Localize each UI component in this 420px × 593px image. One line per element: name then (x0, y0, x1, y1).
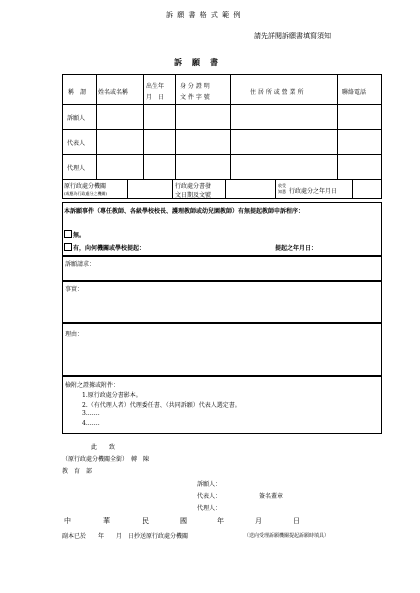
col-header-phone: 聯絡電話 (342, 89, 367, 96)
option-none-label: 無。 (73, 232, 86, 239)
received-prefix-line2: 知悉 (278, 189, 286, 194)
col-header-name: 姓名或名稱 (98, 89, 129, 96)
facts-section (62, 281, 382, 323)
col-header-id-line2: 文 件 字 號 (180, 94, 210, 101)
evidence-heading: 檢附之證據或附件： (65, 382, 120, 389)
claim-section (62, 256, 382, 281)
col-header-title: 稱 謂 (68, 89, 87, 96)
date-char: 中 (64, 517, 71, 525)
option-yes[interactable] (64, 243, 145, 252)
date-char: 民 (142, 517, 149, 525)
facts-label: 事實： (65, 286, 84, 293)
closing-agency-line: （原行政處分機關全銜） 轉 陳 (62, 456, 150, 463)
option-yes-label: 有，向何機關或學校提起： (73, 245, 146, 252)
copy-note: 副本已於 年 月 日抄送原行政處分機關 (62, 533, 189, 540)
row-label-agent: 代理人 (67, 165, 86, 172)
agency-label: 原行政處分機關 (64, 183, 107, 190)
date-char: 華 (103, 517, 110, 525)
filing-date-label: 提起之年月日： (275, 245, 318, 252)
received-prefix-line1: 收受 (278, 183, 286, 188)
claim-label: 訴願請求： (65, 261, 96, 268)
appeal-procedure-question: 本訴願事件（專任教師、各級學校校長、護理教師或幼兒園教師）有無提起教師申訴程序： (64, 208, 305, 215)
form-title: 訴 願 書 (174, 57, 219, 67)
checkbox-yes[interactable] (64, 243, 72, 251)
date-char: 月 (255, 517, 262, 525)
option-none[interactable] (64, 230, 85, 239)
col-header-id-line1: 身 分 證 明 (180, 83, 210, 90)
doc-date-label-line1: 行政處分書發 (175, 183, 212, 190)
col-header-birth-line1: 出生年 (146, 83, 165, 90)
evidence-item: 4.…… (82, 420, 100, 427)
checkbox-none[interactable] (64, 230, 72, 238)
date-char: 國 (180, 517, 187, 525)
closing-ci-zhi: 此 致 (91, 444, 116, 451)
date-char: 日 (293, 517, 300, 525)
signature-agent: 代理人： (197, 505, 222, 512)
signature-seal-note: 簽名蓋章 (259, 493, 284, 500)
row-label-petitioner: 訴願人 (67, 115, 86, 122)
reasons-section (62, 323, 382, 376)
instruction-note: 請先詳閱訴願書填寫須知 (254, 32, 331, 40)
row-label-representative: 代表人 (67, 140, 86, 147)
received-date-label: 行政處分之年月日 (289, 188, 338, 195)
evidence-item: 2.（有代理人者）代理委任書、（共同訴願）代表人選定書。 (82, 402, 241, 409)
evidence-item: 1.原行政處分書影本。 (82, 392, 142, 399)
evidence-item: 3.…… (82, 410, 100, 417)
reasons-label: 理由： (65, 331, 84, 338)
closing-ministry: 教 育 部 (62, 468, 93, 475)
copy-note-condition: （送向受理訴願機關提起訴願時填具） (244, 533, 330, 539)
agency-sublabel: (或應為行政處分之機關) (64, 191, 108, 196)
signature-petitioner: 訴願人： (197, 481, 222, 488)
doc-date-label-line2: 文日期及文號 (175, 192, 212, 199)
signature-representative: 代表人： (197, 493, 222, 500)
col-header-address: 住 居 所 或 營 業 所 (250, 89, 304, 96)
document-title: 訴 願 書 格 式 範 例 (166, 11, 242, 19)
col-header-birth-line2: 月 日 (146, 94, 165, 101)
date-char: 年 (217, 517, 224, 525)
